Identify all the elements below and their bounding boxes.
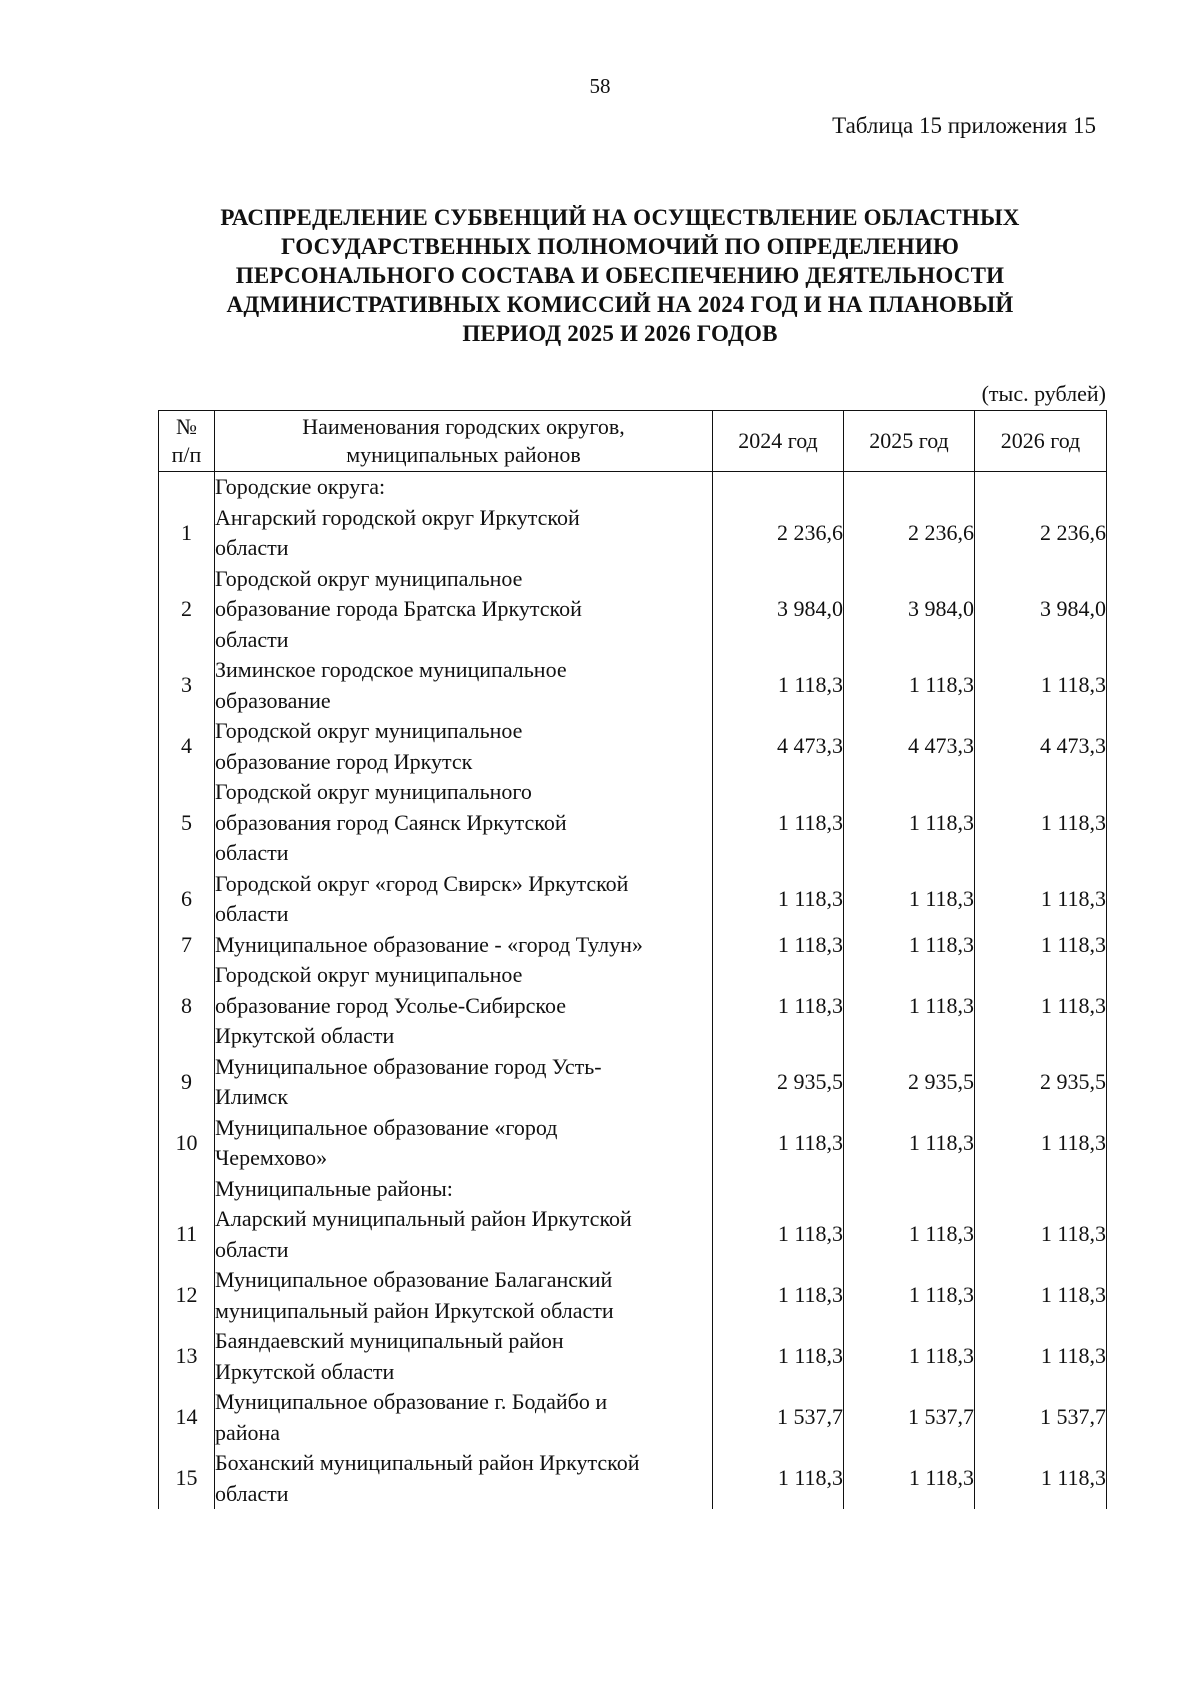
row-name-line: Городской округ муниципальное: [215, 565, 523, 591]
table-row: [159, 1113, 1107, 1174]
row-number: 8: [159, 960, 215, 1052]
subsidy-table: [158, 410, 1107, 1509]
document-title: [160, 203, 1080, 348]
value-2025: 1 118,3: [844, 960, 975, 1052]
row-name-line: Баяндаевский муниципальный район: [215, 1328, 564, 1353]
value-2024: 1 118,3: [713, 1113, 844, 1174]
row-name: [215, 655, 713, 716]
row-name-line: Городской округ муниципальное: [215, 962, 523, 987]
row-name-line: образование города Братска Иркутской: [215, 596, 582, 621]
group-empty-cell: [713, 1174, 844, 1205]
row-number: 9: [159, 1052, 215, 1113]
table-caption: Таблица 15 приложения 15: [832, 113, 1096, 138]
value-2025: 1 118,3: [844, 655, 975, 716]
row-number: 3: [159, 655, 215, 716]
value-2024: 1 118,3: [713, 655, 844, 716]
header-2026: 2026 год: [975, 411, 1107, 472]
header-number-line: №: [176, 414, 197, 439]
row-name: [215, 1387, 713, 1448]
value-2024: 1 118,3: [713, 960, 844, 1052]
value-2024: 1 537,7: [713, 1387, 844, 1448]
value-2024: 1 118,3: [713, 1204, 844, 1265]
group-label: Городские округа:: [215, 472, 713, 503]
value-2024: 1 118,3: [713, 1448, 844, 1509]
header-number: [159, 411, 215, 472]
row-name-line: Городской округ муниципальное: [215, 718, 523, 743]
group-number-cell: [159, 1174, 215, 1205]
value-2025: 1 118,3: [844, 777, 975, 869]
header-name-line: муниципальных районов: [346, 442, 581, 467]
value-2026: 2 935,5: [975, 1052, 1107, 1113]
group-number-cell: [159, 472, 215, 503]
value-2024: 2 935,5: [713, 1052, 844, 1113]
row-name: [215, 564, 713, 656]
value-2025: 3 984,0: [844, 564, 975, 656]
value-2024: 4 473,3: [713, 716, 844, 777]
row-number: 15: [159, 1448, 215, 1509]
value-2026: 1 118,3: [975, 1204, 1107, 1265]
value-2025: 2 935,5: [844, 1052, 975, 1113]
value-2025: 1 118,3: [844, 1113, 975, 1174]
table-body: [159, 472, 1107, 1510]
group-empty-cell: [844, 1174, 975, 1205]
table-row: [159, 930, 1107, 961]
row-name-line: Илимск: [215, 1084, 289, 1109]
group-empty-cell: [975, 472, 1107, 503]
row-name: [215, 503, 713, 564]
value-2026: 3 984,0: [975, 564, 1107, 656]
group-empty-cell: [844, 472, 975, 503]
value-2024: 1 118,3: [713, 1265, 844, 1326]
row-name-line: области: [215, 840, 289, 865]
table-row: [159, 1387, 1107, 1448]
row-name-line: области: [215, 1480, 289, 1506]
row-name-line: муниципальный район Иркутской области: [215, 1297, 614, 1323]
row-number: 13: [159, 1326, 215, 1387]
row-name-line: Боханский муниципальный район Иркутской: [215, 1450, 640, 1475]
group-row-districts: [159, 1174, 1107, 1205]
value-2025: 1 118,3: [844, 869, 975, 930]
row-number: 4: [159, 716, 215, 777]
table-row: [159, 1326, 1107, 1387]
value-2026: 1 118,3: [975, 777, 1107, 869]
value-2025: 1 118,3: [844, 1265, 975, 1326]
row-name-line: Аларский муниципальный район Иркутской: [215, 1206, 632, 1231]
value-2025: 1 537,7: [844, 1387, 975, 1448]
row-name: [215, 960, 713, 1052]
row-name-line: области: [215, 535, 289, 560]
row-name: [215, 1052, 713, 1113]
row-name: [215, 1204, 713, 1265]
table-row: [159, 503, 1107, 564]
group-row-urban: [159, 472, 1107, 503]
row-name-line: области: [215, 626, 289, 652]
value-2024: 1 118,3: [713, 777, 844, 869]
title-line: ПЕРИОД 2025 И 2026 ГОДОВ: [462, 321, 778, 346]
row-name: [215, 930, 713, 961]
row-number: 14: [159, 1387, 215, 1448]
value-2026: 4 473,3: [975, 716, 1107, 777]
group-empty-cell: [975, 1174, 1107, 1205]
value-2025: 2 236,6: [844, 503, 975, 564]
row-name-line: образование город Усолье-Сибирское: [215, 992, 567, 1018]
row-name-line: образование: [215, 687, 331, 713]
row-number: 6: [159, 869, 215, 930]
header-2024: 2024 год: [713, 411, 844, 472]
value-2024: 1 118,3: [713, 930, 844, 961]
group-label: Муниципальные районы:: [215, 1174, 713, 1205]
table-row: [159, 1265, 1107, 1326]
row-name-line: Иркутской области: [215, 1023, 395, 1048]
row-name-line: Муниципальное образование г. Бодайбо и: [215, 1389, 608, 1414]
value-2025: 1 118,3: [844, 1326, 975, 1387]
value-2025: 1 118,3: [844, 1204, 975, 1265]
title-line: ГОСУДАРСТВЕННЫХ ПОЛНОМОЧИЙ ПО ОПРЕДЕЛЕНИЮ: [280, 234, 960, 259]
value-2024: 1 118,3: [713, 869, 844, 930]
row-name-line: Муниципальное образование Балаганский: [215, 1267, 613, 1292]
row-name: [215, 1113, 713, 1174]
row-name: [215, 777, 713, 869]
row-name: [215, 1326, 713, 1387]
value-2025: 1 118,3: [844, 1448, 975, 1509]
table-row: [159, 716, 1107, 777]
row-name-line: Иркутской области: [215, 1358, 395, 1384]
value-2024: 2 236,6: [713, 503, 844, 564]
row-name-line: Городской округ «город Свирск» Иркутской: [215, 870, 629, 896]
row-name: [215, 1448, 713, 1509]
value-2026: 1 118,3: [975, 655, 1107, 716]
row-name-line: района: [215, 1419, 281, 1445]
value-2026: 1 118,3: [975, 869, 1107, 930]
row-name-line: Ангарский городской округ Иркутской: [215, 504, 580, 530]
value-2025: 4 473,3: [844, 716, 975, 777]
table-row: [159, 777, 1107, 869]
value-2026: 2 236,6: [975, 503, 1107, 564]
row-number: 7: [159, 930, 215, 961]
row-name-line: Муниципальное образование город Усть-: [215, 1053, 602, 1079]
row-number: 2: [159, 564, 215, 656]
row-number: 12: [159, 1265, 215, 1326]
header-number-line: п/п: [171, 442, 202, 467]
page-number: 58: [589, 74, 611, 98]
row-number: 1: [159, 503, 215, 564]
table-row: [159, 1052, 1107, 1113]
table-row: [159, 1448, 1107, 1509]
row-name-line: Зиминское городское муниципальное: [215, 657, 567, 682]
row-name: [215, 716, 713, 777]
value-2026: 1 118,3: [975, 960, 1107, 1052]
header-name-line: Наименования городских округов,: [302, 414, 625, 439]
table-row: [159, 655, 1107, 716]
row-name: [215, 1265, 713, 1326]
row-number: 5: [159, 777, 215, 869]
title-line: АДМИНИСТРАТИВНЫХ КОМИССИЙ НА 2024 ГОД И НА ПЛАНОВЫЙ: [226, 292, 1014, 317]
row-name-line: образование город Иркутск: [215, 748, 473, 774]
table-row: [159, 960, 1107, 1052]
table-row: [159, 1204, 1107, 1265]
value-2026: 1 118,3: [975, 1326, 1107, 1387]
header-2025: 2025 год: [844, 411, 975, 472]
value-2026: 1 118,3: [975, 1265, 1107, 1326]
row-name-line: области: [215, 901, 289, 926]
value-2024: 1 118,3: [713, 1326, 844, 1387]
value-2024: 3 984,0: [713, 564, 844, 656]
row-name-line: образования город Саянск Иркутской: [215, 809, 567, 835]
table-row: [159, 869, 1107, 930]
value-2026: 1 118,3: [975, 1113, 1107, 1174]
header-name: [215, 411, 713, 472]
value-2026: 1 118,3: [975, 1448, 1107, 1509]
row-name-line: Муниципальное образование «город: [215, 1114, 558, 1140]
row-name-line: Черемхово»: [215, 1145, 328, 1170]
row-number: 11: [159, 1204, 215, 1265]
title-line: РАСПРЕДЕЛЕНИЕ СУБВЕНЦИЙ НА ОСУЩЕСТВЛЕНИЕ ОБЛАСТНЫХ: [220, 205, 1020, 230]
title-line: ПЕРСОНАЛЬНОГО СОСТАВА И ОБЕСПЕЧЕНИЮ ДЕЯТЕЛЬНОСТИ: [235, 263, 1005, 288]
value-2025: 1 118,3: [844, 930, 975, 961]
row-name-line: Муниципальное образование - «город Тулун»: [215, 931, 643, 957]
value-2026: 1 537,7: [975, 1387, 1107, 1448]
row-name-line: Городской округ муниципального: [215, 779, 532, 804]
units-label: (тыс. рублей): [981, 381, 1106, 406]
group-empty-cell: [713, 472, 844, 503]
table-row: [159, 564, 1107, 656]
value-2026: 1 118,3: [975, 930, 1107, 961]
row-name: [215, 869, 713, 930]
table-header-row: [159, 411, 1107, 472]
row-number: 10: [159, 1113, 215, 1174]
row-name-line: области: [215, 1236, 289, 1262]
